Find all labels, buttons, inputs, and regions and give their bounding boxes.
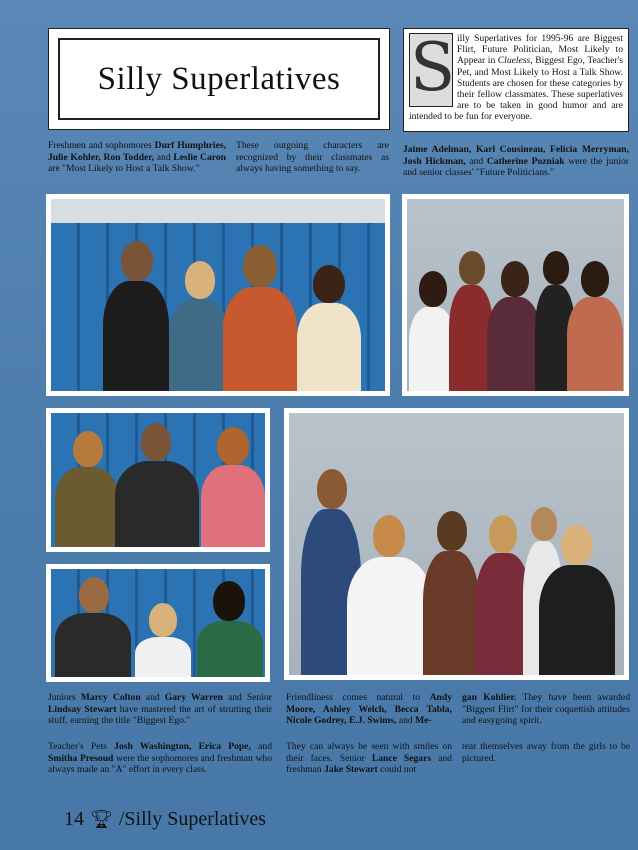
caption-talk-show [48, 140, 226, 175]
caption-text: and freshman [286, 752, 452, 776]
caption-names: gan Kohlier. [462, 692, 517, 703]
caption-teachers-pets [48, 741, 272, 776]
section-name: /Silly Superlatives [118, 808, 267, 830]
photo-biggest-ego-image [51, 413, 265, 547]
caption-names: Andy Moore, Ashley Welch, Becca Tabla, Nicole Godrey, E.J. Swims, [286, 692, 452, 727]
photo-teachers-pets-image [51, 569, 265, 677]
caption-names: Marcy Colton [80, 692, 141, 703]
caption-friendliness [286, 692, 452, 727]
student-figure [169, 261, 229, 391]
caption-text: were the sophomores and freshman who always made an "A" effort in every class. [48, 752, 273, 776]
caption-text: and [154, 151, 174, 163]
caption-text: tear themselves away from the girls to be pictured. [462, 741, 630, 764]
photo-talk-show [46, 194, 390, 396]
caption-text: These outgoing characters are recognized by their classmates as always having something to say. [236, 140, 389, 175]
intro-box [403, 28, 629, 132]
caption-text: They can always be seen with smiles on their faces. Senior [286, 741, 452, 764]
student-figure [103, 241, 169, 391]
caption-names: Leslie Caron [173, 151, 226, 163]
caption-text: have mastered the art of strutting their stuff, earning the title "Biggest Ego." [48, 703, 272, 727]
photo-future-politicians-image [407, 199, 624, 391]
caption-names: Durf Humphries, Julie Kohler, Ron Todder, [48, 140, 226, 163]
page-number: 14 [64, 808, 84, 830]
caption-outgoing [236, 140, 389, 175]
title-frame [58, 38, 380, 120]
page-title: Silly Superlatives [97, 60, 341, 97]
intro-text-part: , Biggest Ego, Teacher's Pet, and Most Likely to Host a Talk Show. Students are chosen for these categories by their fellow classmates. These superlatives are to be taken in good humor and are intended to be fun for everyone. [409, 55, 623, 123]
trophy-icon: 🏆︎ [90, 809, 113, 829]
student-figure [223, 245, 297, 391]
student-figure [297, 265, 361, 391]
caption-text: Friendliness comes natural to [286, 692, 430, 703]
caption-names: Lindsay Stewart [48, 703, 117, 715]
photo-teachers-pets [46, 564, 270, 682]
photo-future-politicians [402, 194, 629, 396]
student-figure [55, 431, 119, 547]
photo-biggest-ego [46, 408, 270, 552]
page-footer [64, 808, 266, 831]
caption-text: Juniors [48, 692, 81, 703]
caption-text: were the junior and senior classes' "Future Politicians." [403, 155, 629, 179]
caption-names: Jake Stewart [324, 764, 378, 776]
student-figure [115, 423, 199, 547]
caption-text: could not [377, 764, 417, 776]
dropcap-ornament [409, 29, 456, 107]
student-figure [487, 261, 541, 391]
caption-text: and [396, 715, 416, 727]
caption-text: and [250, 741, 272, 752]
caption-names: Lance Segars [371, 752, 432, 764]
ceiling [51, 199, 385, 223]
caption-text: Freshmen and sophomores [48, 140, 155, 151]
caption-text: and [465, 155, 487, 167]
student-figure [55, 577, 131, 677]
caption-smiles [286, 741, 452, 776]
caption-names: Josh Washington, Erica Pope, [114, 741, 251, 752]
intro-text-part: illy Superlatives for 1995-96 are Biggest Flirt, Future Politician, Most Likely to Appear in [457, 33, 623, 67]
caption-biggest-ego [48, 692, 272, 727]
caption-text: and Senior [222, 692, 273, 703]
dropcap-letter: S [410, 29, 456, 106]
caption-biggest-flirt [462, 692, 630, 727]
caption-text: and [140, 692, 165, 703]
student-figure [567, 261, 623, 391]
title-box [48, 28, 390, 130]
photo-biggest-flirt-image [289, 413, 624, 675]
photo-biggest-flirt [284, 408, 629, 680]
intro-italic-title: Clueless [497, 55, 531, 67]
caption-names: Gary Warren [164, 692, 223, 703]
student-figure [347, 515, 433, 675]
student-figure [423, 511, 479, 675]
caption-text: They have been awarded "Biggest Flirt" for their coquettish attitudes and easygoing spirit. [462, 692, 630, 727]
student-figure [135, 603, 191, 677]
student-figure [201, 427, 265, 547]
caption-names: Catherine Pozniak [486, 155, 565, 167]
caption-names: Me- [415, 715, 432, 727]
student-figure [197, 581, 263, 677]
photo-talk-show-image [51, 199, 385, 391]
student-figure [539, 525, 615, 675]
caption-text: Teacher's Pets [48, 741, 115, 752]
caption-text: are "Most Likely to Host a Talk Show." [48, 163, 200, 175]
caption-names: Smitha Presoud [48, 752, 114, 764]
caption-politicians [403, 144, 629, 179]
caption-names: Jaime Adelman, Karl Cousineau, Felicia Merryman, Josh Hickman, [403, 144, 629, 167]
caption-tear-away [462, 741, 630, 764]
